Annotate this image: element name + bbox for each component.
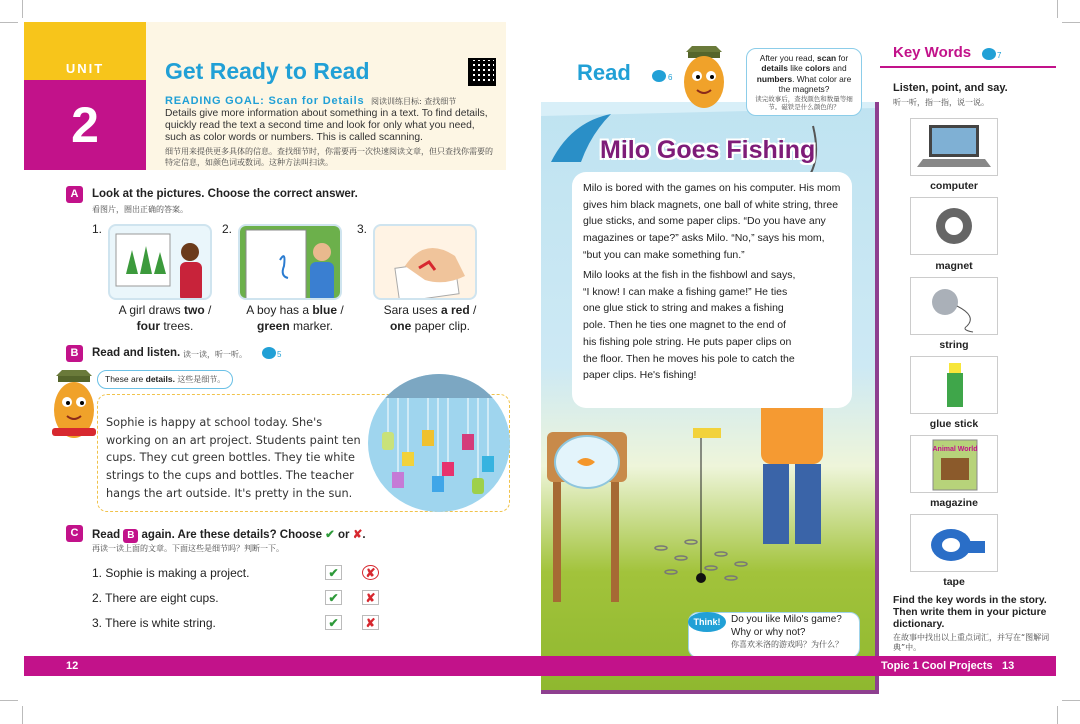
mascot-character <box>676 44 732 115</box>
section-c-title-cn: 再读一读上面的文章。下面这些是细节吗？判断一下。 <box>92 544 284 553</box>
think-question-cn: 你喜欢米洛的游戏吗？为什么？ <box>731 640 843 649</box>
page-title: Get Ready to Read <box>165 58 370 84</box>
story-b-text: Sophie is happy at school today. She's working on an art project. Students paint ten cups. They cut green bottles. They tie white strings to the cups and bottles. The teacher hangs the art outside. It's pretty in the sun. <box>106 416 361 500</box>
section-b-badge: B <box>66 345 83 362</box>
cross-checkbox-selected[interactable]: ✘ <box>362 565 379 580</box>
section-b-title-cn: 读一读，听一听。 <box>183 350 247 359</box>
caption-1: A girl draws two / four trees. <box>118 303 212 333</box>
story-paragraph-2: Milo looks at the fish in the fishbowl and says, “I know! I can make a fishing game!” He ties one glue stick to string and makes a fishing pole. Then he ties one magnet to the end of his fishing pole string. He puts paper clips on the floor. Then he moves his pole to catch the paper clips. He's fishing! <box>583 269 796 382</box>
think-question-1: Do you like Milo's game? <box>731 614 842 625</box>
key-word-label: magnet <box>935 260 973 272</box>
speech-prefix: These are <box>105 374 146 384</box>
crop-mark <box>0 700 18 701</box>
key-words-find-text-cn: 在故事中找出以上重点词汇，并写在“图解词典”中。 <box>893 633 1050 652</box>
page-number-left: 12 <box>66 660 79 672</box>
crop-mark <box>1057 706 1058 724</box>
key-word-label: computer <box>930 180 978 192</box>
key-words-find-text: Find the key words in the story. Then write them in your picture dictionary. <box>893 595 1047 630</box>
key-word-label: glue stick <box>929 418 979 430</box>
section-c-title-or: or <box>338 529 350 541</box>
crop-mark <box>22 0 23 18</box>
question-row: 3. There is white string. <box>92 616 216 630</box>
item-number: 1. <box>92 222 103 236</box>
section-c-title-prefix: Read <box>92 529 121 541</box>
think-text <box>731 614 843 652</box>
speech-cn: 这些是细节。 <box>177 375 226 384</box>
footer-bar-right <box>540 656 1056 676</box>
qr-code-icon[interactable] <box>468 58 496 86</box>
crop-mark <box>0 22 18 23</box>
tick-icon: ✔ <box>325 529 335 541</box>
audio-track-number: 6 <box>668 73 673 82</box>
crop-mark <box>1062 22 1080 23</box>
crop-mark <box>1062 700 1080 701</box>
section-c-title: Read B again. Are these details? Choose ✔ or ✘. <box>92 529 366 541</box>
magazine-cover-text: Animal World <box>932 446 978 453</box>
unit-label: UNIT <box>65 61 105 76</box>
section-c-title-suffix: again. Are these details? Choose <box>141 529 322 541</box>
cross-checkbox[interactable]: ✘ <box>362 615 379 630</box>
think-tag: Think! <box>688 612 726 632</box>
item-number: 2. <box>222 222 233 236</box>
tick-checkbox[interactable]: ✔ <box>325 565 342 580</box>
story-paragraph-1: Milo is bored with the games on his computer. His mom gives him black magnets, one ball of white string, three glue sticks, and some paper clips. “Do you have any magazines or tape?” asks Milo. “No,” says his mom, “but you can make something fun.” <box>583 182 841 261</box>
audio-track-number: 7 <box>997 51 1002 60</box>
tip-bubble-cn: 读完故事后，查找颜色和数量等细节。磁铁是什么颜色的？ <box>755 94 853 111</box>
key-words-divider <box>880 66 1056 68</box>
section-b-title: Read and listen. <box>92 347 181 359</box>
footer-topic: Topic 1 Cool Projects <box>881 660 993 672</box>
art-project-picture <box>368 374 510 512</box>
cross-icon: ✘ <box>352 529 363 541</box>
unit-badge <box>24 22 146 170</box>
key-word-label: magazine <box>930 497 978 509</box>
think-question-2: Why or why not? <box>731 626 806 638</box>
reading-goal-cn: 阅读训练目标: 查找细节 <box>371 97 457 106</box>
section-a-title-cn: 看图片，圈出正确的答案。 <box>92 205 188 214</box>
computer-icon[interactable] <box>910 118 998 176</box>
magazine-icon[interactable] <box>910 435 998 493</box>
key-words-instruction: Listen, point, and say. <box>893 82 1008 94</box>
question-row: 1. Sophie is making a project. <box>92 566 250 580</box>
girl-drawing-picture <box>108 224 212 300</box>
unit-number: 2 <box>24 80 146 170</box>
read-title: Read <box>577 60 631 85</box>
key-words-title: Key Words <box>893 44 972 61</box>
item-number: 3. <box>357 222 368 236</box>
reading-goal-label: READING GOAL: Scan for Details <box>165 95 365 107</box>
reading-goal-text: Details give more information about something in a text. To find details, quickly read the text a second time and look for only what you need, such as color words or numbers. This is called scanning. <box>165 108 488 144</box>
crop-mark <box>1057 0 1058 18</box>
audio-speaker-icon[interactable] <box>652 70 666 82</box>
tick-checkbox[interactable]: ✔ <box>325 590 342 605</box>
section-c-badge: C <box>66 525 83 542</box>
section-a-badge: A <box>66 186 83 203</box>
key-word-label: string <box>939 339 969 351</box>
boy-marker-picture <box>238 224 342 300</box>
key-words-instruction-cn: 听一听，指一指，说一说。 <box>893 98 989 107</box>
page-number-right: 13 <box>1002 660 1015 672</box>
tip-bubble <box>746 48 862 116</box>
footer-bar-left <box>24 656 540 676</box>
tip-bubble-text: After you read, scan for details like colors and numbers. What color are the magnets? <box>756 53 852 95</box>
mascot-character <box>46 368 102 453</box>
glue-stick-icon[interactable] <box>910 356 998 414</box>
section-ref-badge: B <box>123 529 138 543</box>
paper-clip-picture <box>373 224 477 300</box>
crop-mark <box>22 706 23 724</box>
section-a-title: Look at the pictures. Choose the correct answer. <box>92 188 358 200</box>
string-icon[interactable] <box>910 277 998 335</box>
key-word-label: tape <box>943 576 965 588</box>
story-title: Milo Goes Fishing <box>600 136 816 164</box>
reading-goal-text-cn: 细节用来提供更多具体的信息。查找细节时，你需要再一次快速阅读文章，但只查找你需要的特定信息，如颜色词或数词。这种方法叫扫读。 <box>165 147 493 167</box>
audio-speaker-icon[interactable] <box>262 347 276 359</box>
caption-3: Sara uses a red / one paper clip. <box>383 303 477 333</box>
audio-track-number: 5 <box>277 350 282 359</box>
magnet-icon[interactable] <box>910 197 998 255</box>
tick-checkbox[interactable]: ✔ <box>325 615 342 630</box>
details-speech-bubble <box>97 370 233 389</box>
audio-speaker-icon[interactable] <box>982 48 996 60</box>
caption-2: A boy has a blue / green marker. <box>246 303 344 333</box>
speech-details: details. <box>145 374 175 384</box>
tape-icon[interactable] <box>910 514 998 572</box>
cross-checkbox[interactable]: ✘ <box>362 590 379 605</box>
question-row: 2. There are eight cups. <box>92 591 219 605</box>
